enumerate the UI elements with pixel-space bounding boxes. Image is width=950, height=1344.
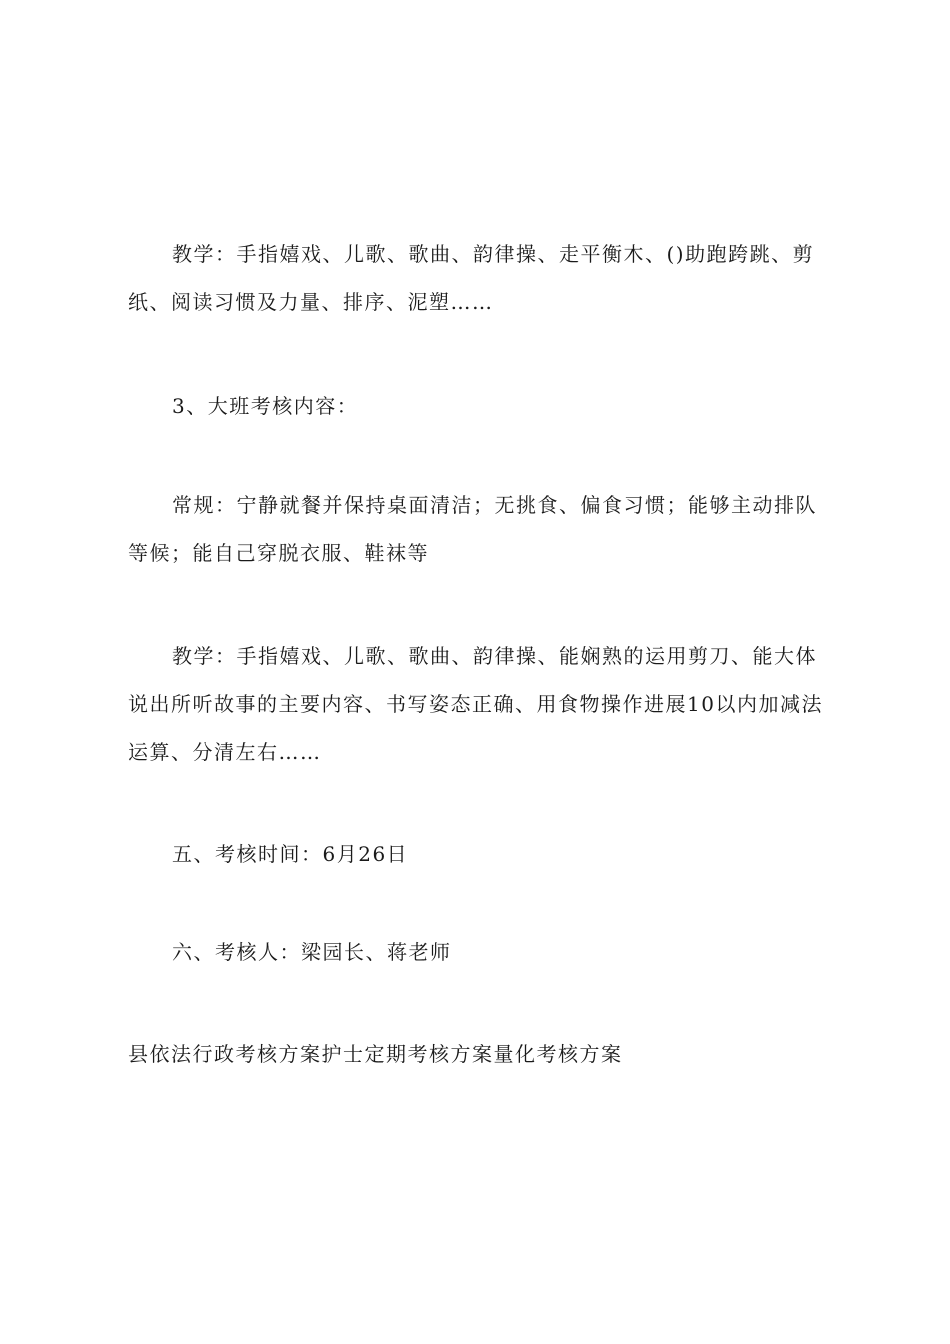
paragraph-teaching-middle: 教学：手指嬉戏、儿歌、歌曲、韵律操、走平衡木、()助跑跨跳、剪纸、阅读习惯及力量、排序、泥塑……: [128, 242, 815, 314]
paragraph-assessors: 六、考核人：梁园长、蒋老师: [172, 940, 452, 964]
paragraph-teaching-senior: 教学：手指嬉戏、儿歌、歌曲、韵律操、能娴熟的运用剪刀、能大体说出所听故事的主要内容、书写姿态正确、用食物操作进展10以内加减法运算、分清左右……: [128, 644, 823, 764]
footer-titles: 县依法行政考核方案护士定期考核方案量化考核方案: [128, 1042, 623, 1066]
paragraph-routine-senior: 常规：宁静就餐并保持桌面清洁；无挑食、偏食习惯；能够主动排队等候；能自己穿脱衣服、鞋袜等: [128, 493, 817, 565]
paragraph-assessment-time: 五、考核时间：6月26日: [172, 842, 409, 866]
paragraph-senior-class-heading: 3、大班考核内容：: [172, 394, 359, 418]
